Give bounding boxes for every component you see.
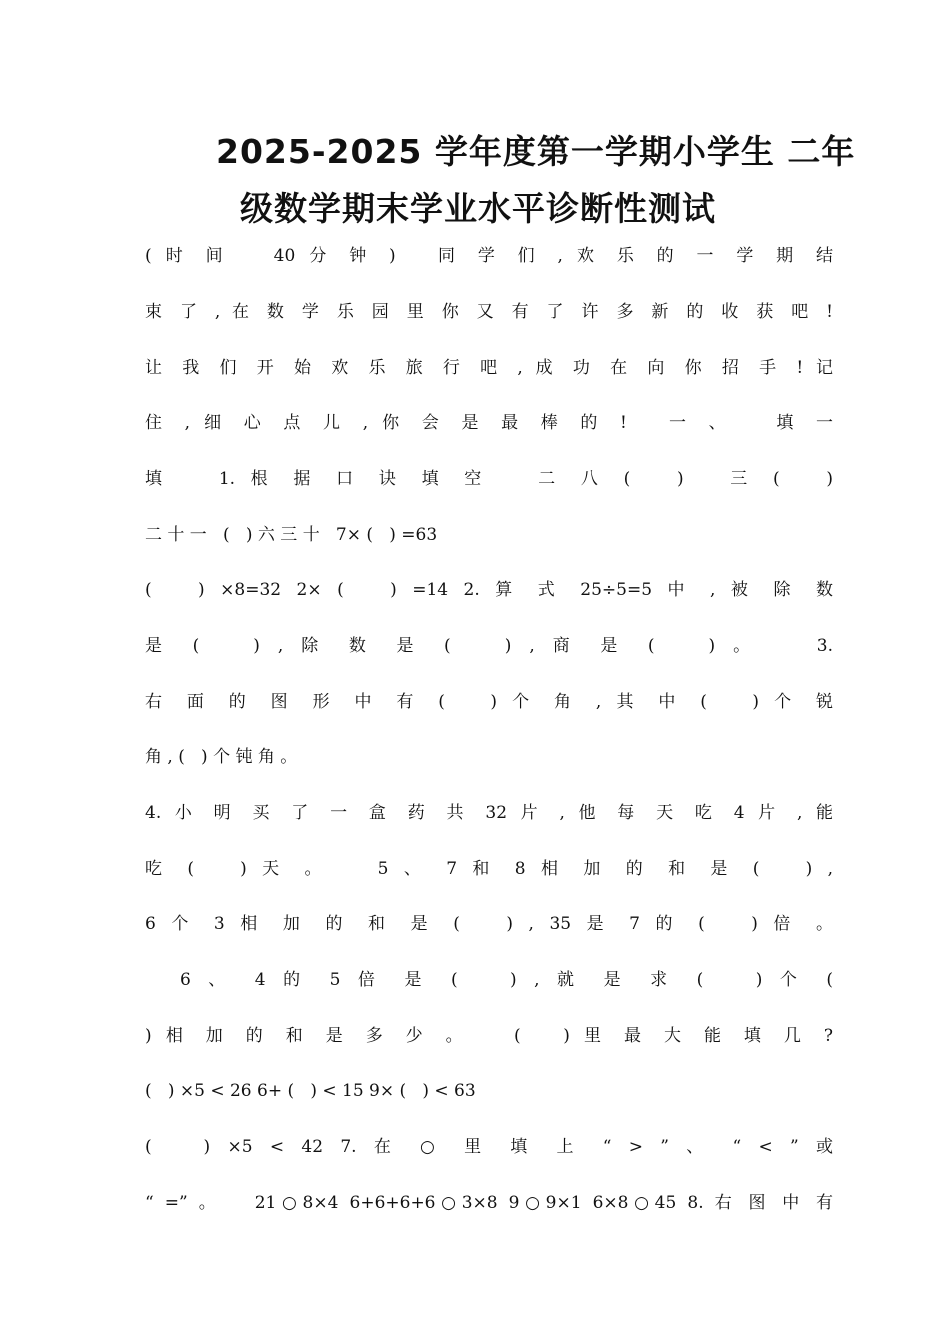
text-line-6: 二 十 一 ( ) 六 三 十 7× ( ) =63 [145,525,438,545]
text-line-17: ( ) ×5 < 42 7. 在 ○ 里 填 上 “ > ” 、 “ < ” 或 [145,1137,833,1157]
text-line-1: ( 时 间 40 分 钟 ) 同 学 们 , 欢 乐 的 一 学 期 结 [145,246,833,266]
text-line-4: 住 , 细 心 点 儿 , 你 会 是 最 棒 的 ! 一 、 填 一 [145,413,833,433]
text-line-2: 束 了 , 在 数 学 乐 园 里 你 又 有 了 许 多 新 的 收 获 吧 ! [145,302,833,322]
text-line-13: 6 个 3 相 加 的 和 是 ( ) , 35 是 7 的 ( ) 倍 。 [145,914,833,934]
text-line-15: ) 相 加 的 和 是 多 少 。 ( ) 里 最 大 能 填 几 ? [145,1026,833,1046]
page-title-line-1: 2025-2025 学年度第一学期小学生 二年 [216,132,856,171]
text-line-16: ( ) ×5 < 26 6+ ( ) < 15 9× ( ) < 63 [145,1081,476,1101]
text-line-12: 吃 ( ) 天 。 5 、 7 和 8 相 加 的 和 是 ( ) , [145,859,833,879]
text-line-18: “ =” 。 21○8×4 6+6+6+6○3×8 9○9×1 6×8○45 8. 右 图 中 有 [145,1193,833,1213]
text-line-5: 填 1. 根 据 口 诀 填 空 二 八 ( ) 三 ( ) [145,469,833,489]
text-line-7: ( ) ×8=32 2× ( ) =14 2. 算 式 25÷5=5 中 , 被 除 数 [145,580,833,600]
page-title-line-2: 级数学期末学业水平诊断性测试 [240,189,716,228]
text-line-14: 6 、 4 的 5 倍 是 ( ) , 就 是 求 ( ) 个 ( [145,970,833,990]
text-line-8: 是 ( ) , 除 数 是 ( ) , 商 是 ( ) 。 3. [145,636,833,656]
text-line-10: 角 , ( ) 个 钝 角 。 [145,747,298,767]
text-line-9: 右 面 的 图 形 中 有 ( ) 个 角 , 其 中 ( ) 个 锐 [145,692,833,712]
text-line-11: 4. 小 明 买 了 一 盒 药 共 32 片 , 他 每 天 吃 4 片 , 能 [145,803,833,823]
text-line-3: 让 我 们 开 始 欢 乐 旅 行 吧 , 成 功 在 向 你 招 手 ! 记 [145,358,833,378]
